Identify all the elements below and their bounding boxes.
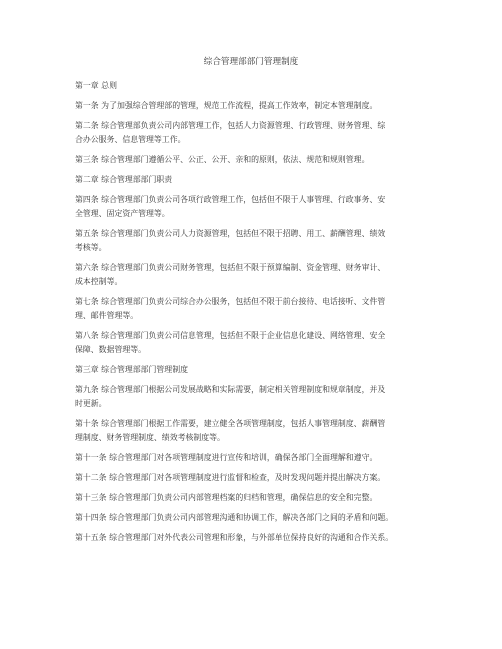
text-line: 第六条 综合管理部门负责公司财务管理，包括但不限于预算编制、资金管理、财务审计、 <box>75 263 386 272</box>
chapter-heading <box>75 363 437 377</box>
text-line: 第二章 综合管理部部门职责 <box>75 175 173 184</box>
article-paragraph <box>75 329 437 357</box>
text-line: 理制度、财务管理制度、绩效考核制度等。 <box>75 433 225 442</box>
article-paragraph <box>75 383 437 411</box>
document-body <box>75 79 437 551</box>
text-line: 全管理、固定资产管理等。 <box>75 209 170 218</box>
document-title: 综合管理部部门管理制度 <box>203 57 299 67</box>
chapter-heading <box>75 79 437 93</box>
article-paragraph <box>75 99 437 113</box>
article-paragraph <box>75 531 437 545</box>
article-paragraph <box>75 295 437 323</box>
text-line: 第七条 综合管理部门负责公司综合办公服务，包括但不限于前台接待、电话接听、文件管 <box>75 297 386 306</box>
article-paragraph <box>75 119 437 147</box>
text-line: 成本控制等。 <box>75 277 123 286</box>
article-paragraph <box>75 153 437 167</box>
article-paragraph <box>75 511 437 525</box>
text-line: 第一条 为了加强综合管理部的管理，规范工作流程，提高工作效率，制定本管理制度。 <box>75 101 378 110</box>
article-paragraph <box>75 451 437 465</box>
text-line: 第三章 综合管理部部门管理制度 <box>75 365 188 374</box>
text-line: 考核等。 <box>75 243 107 252</box>
article-paragraph <box>75 417 437 445</box>
text-line: 第十三条 综合管理部门负责公司内部管理档案的归档和管理，确保信息的安全和完整。 <box>75 493 378 502</box>
text-line: 第一章 总则 <box>75 81 117 90</box>
text-line: 理、邮件管理等。 <box>75 311 139 320</box>
article-paragraph <box>75 261 437 289</box>
text-line: 第十一条 综合管理部门对各项管理制度进行宣传和培训，确保各部门全面理解和遵守。 <box>75 453 378 462</box>
text-line: 保障、数据管理等。 <box>75 345 147 354</box>
text-line: 第十五条 综合管理部门对外代表公司管理和形象，与外部单位保持良好的沟通和合作关系。 <box>75 533 394 542</box>
text-line: 第九条 综合管理部门根据公司发展战略和实际需要，制定相关管理制度和规章制度，并及 <box>75 385 386 394</box>
text-line: 第十四条 综合管理部门负责公司内部管理沟通和协调工作，解决各部门之间的矛盾和问题。 <box>75 513 394 522</box>
text-line: 第十二条 综合管理部门对各项管理制度进行监督和检查，及时发现问题并提出解决方案。 <box>75 473 386 482</box>
text-line: 第二条 综合管理部负责公司内部管理工作，包括人力资源管理、行政管理、财务管理、综 <box>75 121 386 130</box>
text-line: 第三条 综合管理部门遵循公平、公正、公开、亲和的原则，依法、规范和规则管理。 <box>75 155 370 164</box>
text-line: 合办公服务、信息管理等工作。 <box>75 135 186 144</box>
text-line: 第五条 综合管理部门负责公司人力资源管理，包括但不限于招聘、用工、薪酬管理、绩效 <box>75 229 386 238</box>
article-paragraph <box>75 227 437 255</box>
article-paragraph <box>75 193 437 221</box>
article-paragraph <box>75 471 437 485</box>
text-line: 第十条 综合管理部门根据工作需要，建立健全各项管理制度，包括人事管理制度、薪酬管 <box>75 419 386 428</box>
article-paragraph <box>75 491 437 505</box>
text-line: 第四条 综合管理部门负责公司各项行政管理工作，包括但不限于人事管理、行政事务、安 <box>75 195 386 204</box>
chapter-heading <box>75 173 437 187</box>
text-line: 时更新。 <box>75 399 107 408</box>
text-line: 第八条 综合管理部门负责公司信息管理，包括但不限于企业信息化建设、网络管理、安全 <box>75 331 386 340</box>
